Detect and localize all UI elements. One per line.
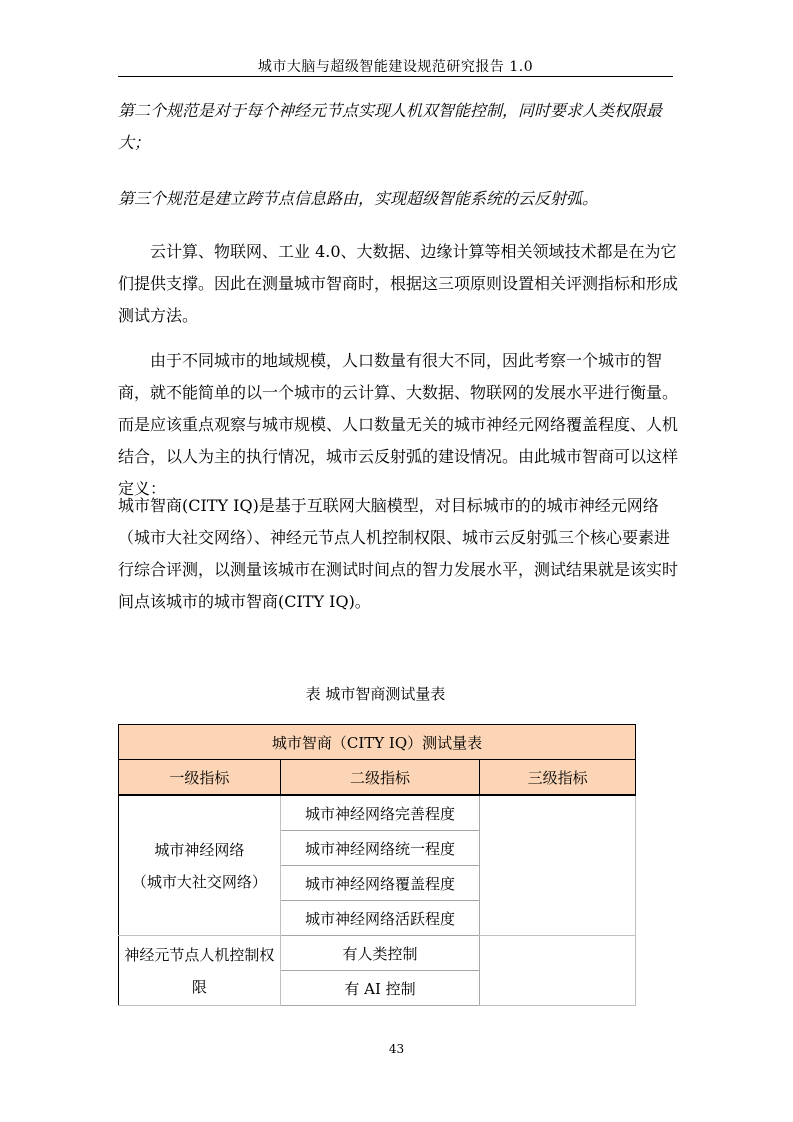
level2-item: 城市神经网络覆盖程度 (280, 866, 480, 901)
column-header-level1: 一级指标 (119, 760, 281, 796)
header-rule (118, 76, 673, 77)
table-caption: 表 城市智商测试量表 (305, 685, 446, 703)
page-number: 43 (388, 1042, 405, 1056)
level1-label-line1: 城市神经网络 (154, 840, 245, 859)
paragraph-norm-3: 第三个规范是建立跨节点信息路由，实现超级智能系统的云反射弧。 (118, 189, 599, 208)
level2-item: 城市神经网络统一程度 (280, 831, 480, 866)
level1-neural-network (119, 795, 281, 936)
level2-item: 有人类控制 (280, 936, 480, 971)
paragraph-city-scale: 由于不同城市的地域规模，人口数量有很大不同，因此考察一个城市的智商，就不能简单的以一个城市的云计算、大数据、物联网的发展水平进行衡量。而是应该重点观察与城市规模、人口数量无关的城市神经元网络覆盖程度、人机结合，以人为主的执行情况，城市云反射弧的建设情况。由此城市智商可以这样定义： (118, 351, 679, 498)
level2-item: 城市神经网络活跃程度 (280, 901, 480, 936)
level1-label-line2: （城市大社交网络） (131, 872, 267, 891)
level2-item: 城市神经网络完善程度 (280, 795, 480, 831)
paragraph-norm-2: 第二个规范是对于每个神经元节点实现人机双智能控制，同时要求人类权限最大； (118, 101, 663, 152)
paragraph-tech-support: 云计算、物联网、工业 4.0、大数据、边缘计算等相关领域技术都是在为它们提供支撑。因此在测量城市智商时，根据这三项原则设置相关评测指标和形成测试方法。 (118, 242, 679, 325)
level2-item: 有 AI 控制 (280, 971, 480, 1006)
column-header-level3: 三级指标 (480, 760, 636, 796)
table-title: 城市智商（CITY IQ）测试量表 (119, 725, 636, 760)
city-iq-table (118, 724, 636, 1006)
level3-cell (480, 936, 636, 1006)
paragraph-iq-definition: 城市智商(CITY IQ)是基于互联网大脑模型，对目标城市的的城市神经元网络（城市大社交网络）、神经元节点人机控制权限、城市云反射弧三个核心要素进行综合评测，以测量该城市在测试时间点的智力发展水平，测试结果就是该实时间点该城市的城市智商(CITY IQ)。 (118, 496, 679, 611)
level3-cell (480, 795, 636, 936)
level1-control-rights (119, 936, 281, 1006)
column-header-level2: 二级指标 (280, 760, 480, 796)
level1-label-line2: 限 (191, 977, 207, 996)
level1-label-line1: 神经元节点人机控制权 (124, 945, 275, 964)
running-header: 城市大脑与超级智能建设规范研究报告 1.0 (257, 59, 534, 75)
